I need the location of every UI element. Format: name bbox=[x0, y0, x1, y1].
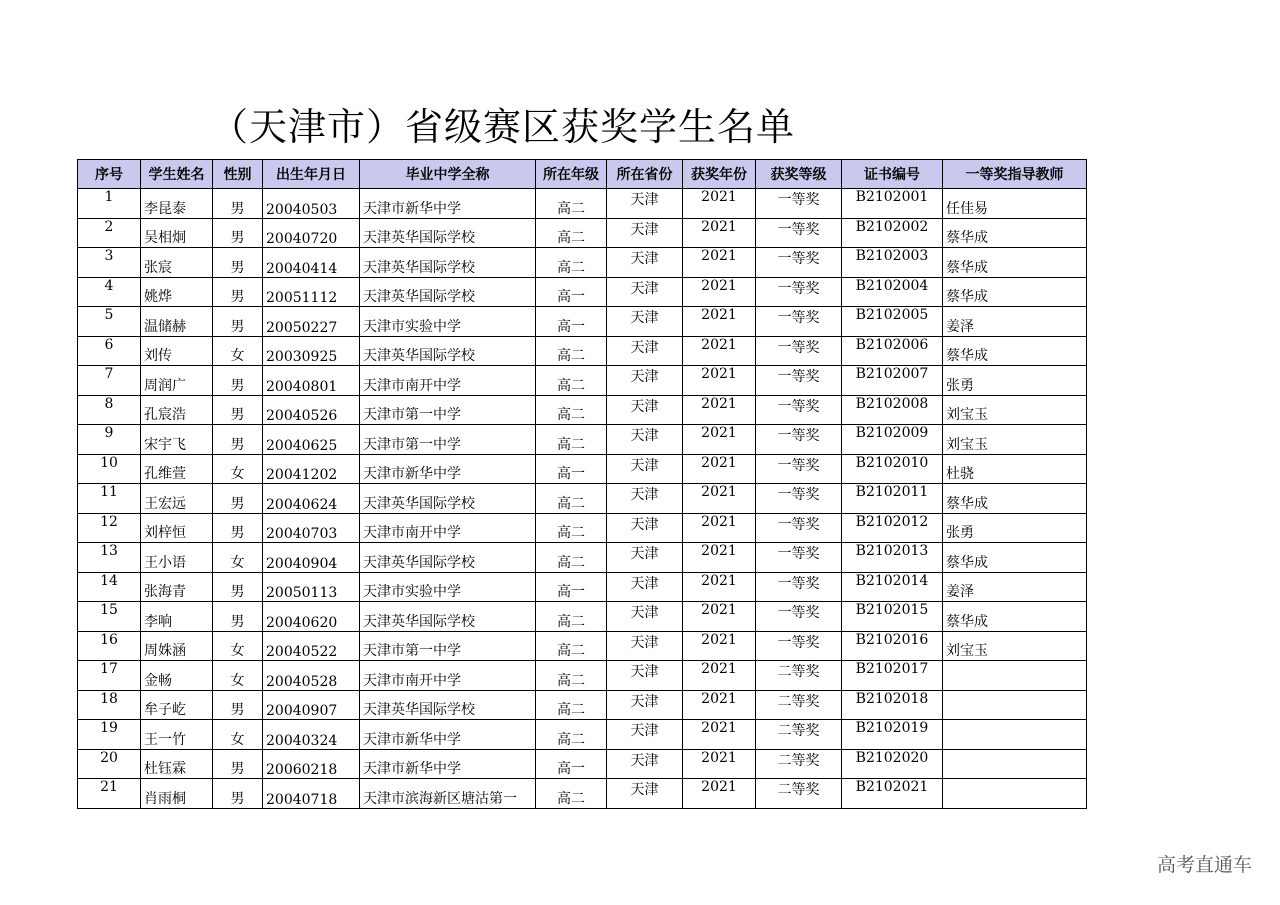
watermark: 高考直通车 bbox=[1156, 854, 1252, 876]
cell-index: 7 bbox=[78, 366, 141, 396]
cell-student-name: 孔维萱 bbox=[141, 454, 213, 484]
cell-certificate: B2102005 bbox=[842, 307, 943, 337]
cell-province: 天津 bbox=[607, 572, 683, 602]
cell-student-name: 张海青 bbox=[141, 572, 213, 602]
cell-gender: 男 bbox=[213, 425, 263, 455]
col-header-province: 所在省份 bbox=[607, 160, 683, 189]
cell-certificate: B2102018 bbox=[842, 690, 943, 720]
cell-year: 2021 bbox=[683, 661, 756, 691]
cell-grade: 高一 bbox=[536, 277, 607, 307]
cell-certificate: B2102004 bbox=[842, 277, 943, 307]
cell-year: 2021 bbox=[683, 218, 756, 248]
cell-grade: 高二 bbox=[536, 484, 607, 514]
table-row bbox=[78, 189, 1087, 219]
cell-student-name: 牟子屹 bbox=[141, 690, 213, 720]
cell-grade: 高二 bbox=[536, 218, 607, 248]
cell-index: 21 bbox=[78, 779, 141, 809]
cell-award-level: 一等奖 bbox=[756, 454, 842, 484]
cell-advisor: 张勇 bbox=[943, 513, 1087, 543]
cell-province: 天津 bbox=[607, 690, 683, 720]
cell-school: 天津市实验中学 bbox=[360, 572, 536, 602]
cell-birthdate: 20050227 bbox=[263, 307, 360, 337]
table-row bbox=[78, 513, 1087, 543]
cell-year: 2021 bbox=[683, 484, 756, 514]
table-row bbox=[78, 602, 1087, 632]
cell-award-level: 二等奖 bbox=[756, 720, 842, 750]
col-header-school: 毕业中学全称 bbox=[360, 160, 536, 189]
cell-school: 天津英华国际学校 bbox=[360, 543, 536, 573]
cell-award-level: 二等奖 bbox=[756, 690, 842, 720]
cell-school: 天津市滨海新区塘沽第一 bbox=[360, 779, 536, 809]
col-header-name: 学生姓名 bbox=[141, 160, 213, 189]
cell-student-name: 宋宇飞 bbox=[141, 425, 213, 455]
cell-school: 天津英华国际学校 bbox=[360, 336, 536, 366]
cell-award-level: 一等奖 bbox=[756, 543, 842, 573]
cell-grade: 高二 bbox=[536, 543, 607, 573]
cell-certificate: B2102015 bbox=[842, 602, 943, 632]
cell-school: 天津市南开中学 bbox=[360, 513, 536, 543]
cell-province: 天津 bbox=[607, 749, 683, 779]
cell-index: 2 bbox=[78, 218, 141, 248]
cell-birthdate: 20040528 bbox=[263, 661, 360, 691]
cell-school: 天津市南开中学 bbox=[360, 661, 536, 691]
cell-advisor: 刘宝玉 bbox=[943, 631, 1087, 661]
cell-certificate: B2102007 bbox=[842, 366, 943, 396]
cell-birthdate: 20060218 bbox=[263, 749, 360, 779]
table-row bbox=[78, 218, 1087, 248]
table-row bbox=[78, 749, 1087, 779]
cell-student-name: 孔宸浩 bbox=[141, 395, 213, 425]
cell-student-name: 周润广 bbox=[141, 366, 213, 396]
cell-grade: 高二 bbox=[536, 336, 607, 366]
cell-student-name: 温储赫 bbox=[141, 307, 213, 337]
col-header-grade: 所在年级 bbox=[536, 160, 607, 189]
cell-advisor: 姜泽 bbox=[943, 307, 1087, 337]
cell-award-level: 一等奖 bbox=[756, 631, 842, 661]
cell-advisor: 蔡华成 bbox=[943, 248, 1087, 278]
cell-advisor bbox=[943, 720, 1087, 750]
cell-advisor: 刘宝玉 bbox=[943, 425, 1087, 455]
cell-grade: 高二 bbox=[536, 631, 607, 661]
cell-birthdate: 20040720 bbox=[263, 218, 360, 248]
table-row bbox=[78, 307, 1087, 337]
cell-student-name: 金畅 bbox=[141, 661, 213, 691]
col-header-year: 获奖年份 bbox=[683, 160, 756, 189]
cell-advisor: 杜骁 bbox=[943, 454, 1087, 484]
table-row bbox=[78, 366, 1087, 396]
cell-certificate: B2102003 bbox=[842, 248, 943, 278]
cell-index: 6 bbox=[78, 336, 141, 366]
cell-birthdate: 20040503 bbox=[263, 189, 360, 219]
cell-school: 天津市南开中学 bbox=[360, 366, 536, 396]
cell-gender: 男 bbox=[213, 572, 263, 602]
cell-province: 天津 bbox=[607, 189, 683, 219]
cell-year: 2021 bbox=[683, 336, 756, 366]
cell-award-level: 一等奖 bbox=[756, 513, 842, 543]
cell-advisor: 张勇 bbox=[943, 366, 1087, 396]
cell-index: 19 bbox=[78, 720, 141, 750]
cell-student-name: 周姝涵 bbox=[141, 631, 213, 661]
cell-gender: 女 bbox=[213, 720, 263, 750]
cell-index: 11 bbox=[78, 484, 141, 514]
cell-award-level: 一等奖 bbox=[756, 425, 842, 455]
cell-birthdate: 20040703 bbox=[263, 513, 360, 543]
cell-gender: 女 bbox=[213, 543, 263, 573]
cell-province: 天津 bbox=[607, 602, 683, 632]
cell-award-level: 一等奖 bbox=[756, 307, 842, 337]
cell-school: 天津市新华中学 bbox=[360, 749, 536, 779]
cell-award-level: 二等奖 bbox=[756, 779, 842, 809]
cell-birthdate: 20050113 bbox=[263, 572, 360, 602]
table-row bbox=[78, 543, 1087, 573]
award-roster-table bbox=[77, 159, 1087, 809]
cell-birthdate: 20040625 bbox=[263, 425, 360, 455]
cell-student-name: 王小语 bbox=[141, 543, 213, 573]
cell-student-name: 姚烨 bbox=[141, 277, 213, 307]
cell-certificate: B2102014 bbox=[842, 572, 943, 602]
cell-index: 4 bbox=[78, 277, 141, 307]
cell-student-name: 李响 bbox=[141, 602, 213, 632]
col-header-birthdate: 出生年月日 bbox=[263, 160, 360, 189]
cell-school: 天津英华国际学校 bbox=[360, 277, 536, 307]
cell-student-name: 刘梓恒 bbox=[141, 513, 213, 543]
cell-school: 天津市新华中学 bbox=[360, 189, 536, 219]
cell-birthdate: 20040904 bbox=[263, 543, 360, 573]
cell-grade: 高二 bbox=[536, 661, 607, 691]
cell-year: 2021 bbox=[683, 749, 756, 779]
cell-student-name: 王宏远 bbox=[141, 484, 213, 514]
cell-year: 2021 bbox=[683, 720, 756, 750]
table-row bbox=[78, 454, 1087, 484]
cell-advisor: 蔡华成 bbox=[943, 484, 1087, 514]
cell-province: 天津 bbox=[607, 425, 683, 455]
cell-year: 2021 bbox=[683, 779, 756, 809]
cell-grade: 高一 bbox=[536, 572, 607, 602]
cell-certificate: B2102016 bbox=[842, 631, 943, 661]
cell-school: 天津市实验中学 bbox=[360, 307, 536, 337]
cell-province: 天津 bbox=[607, 720, 683, 750]
cell-school: 天津英华国际学校 bbox=[360, 218, 536, 248]
cell-advisor: 蔡华成 bbox=[943, 218, 1087, 248]
cell-gender: 男 bbox=[213, 690, 263, 720]
cell-province: 天津 bbox=[607, 631, 683, 661]
cell-birthdate: 20040624 bbox=[263, 484, 360, 514]
col-header-gender: 性别 bbox=[213, 160, 263, 189]
cell-award-level: 一等奖 bbox=[756, 218, 842, 248]
cell-certificate: B2102001 bbox=[842, 189, 943, 219]
cell-index: 17 bbox=[78, 661, 141, 691]
cell-student-name: 李昆泰 bbox=[141, 189, 213, 219]
table-row bbox=[78, 484, 1087, 514]
cell-index: 14 bbox=[78, 572, 141, 602]
cell-birthdate: 20040522 bbox=[263, 631, 360, 661]
cell-award-level: 一等奖 bbox=[756, 366, 842, 396]
cell-province: 天津 bbox=[607, 248, 683, 278]
cell-advisor bbox=[943, 661, 1087, 691]
cell-grade: 高二 bbox=[536, 720, 607, 750]
cell-birthdate: 20041202 bbox=[263, 454, 360, 484]
cell-certificate: B2102021 bbox=[842, 779, 943, 809]
cell-index: 12 bbox=[78, 513, 141, 543]
table-row bbox=[78, 779, 1087, 809]
table-row bbox=[78, 277, 1087, 307]
page-title: （天津市）省级赛区获奖学生名单 bbox=[210, 105, 796, 149]
cell-gender: 男 bbox=[213, 218, 263, 248]
cell-gender: 男 bbox=[213, 484, 263, 514]
cell-province: 天津 bbox=[607, 218, 683, 248]
cell-gender: 女 bbox=[213, 661, 263, 691]
cell-grade: 高二 bbox=[536, 425, 607, 455]
cell-year: 2021 bbox=[683, 454, 756, 484]
cell-grade: 高二 bbox=[536, 189, 607, 219]
cell-grade: 高二 bbox=[536, 602, 607, 632]
cell-birthdate: 20040526 bbox=[263, 395, 360, 425]
cell-gender: 男 bbox=[213, 395, 263, 425]
col-header-award-level: 获奖等级 bbox=[756, 160, 842, 189]
cell-school: 天津英华国际学校 bbox=[360, 690, 536, 720]
cell-certificate: B2102017 bbox=[842, 661, 943, 691]
cell-birthdate: 20040414 bbox=[263, 248, 360, 278]
cell-birthdate: 20040907 bbox=[263, 690, 360, 720]
cell-index: 1 bbox=[78, 189, 141, 219]
cell-year: 2021 bbox=[683, 690, 756, 720]
table-row bbox=[78, 425, 1087, 455]
cell-province: 天津 bbox=[607, 543, 683, 573]
cell-certificate: B2102012 bbox=[842, 513, 943, 543]
cell-grade: 高一 bbox=[536, 307, 607, 337]
col-header-certificate: 证书编号 bbox=[842, 160, 943, 189]
cell-advisor bbox=[943, 690, 1087, 720]
cell-province: 天津 bbox=[607, 336, 683, 366]
cell-province: 天津 bbox=[607, 484, 683, 514]
cell-gender: 男 bbox=[213, 366, 263, 396]
cell-gender: 男 bbox=[213, 602, 263, 632]
cell-year: 2021 bbox=[683, 602, 756, 632]
cell-gender: 男 bbox=[213, 307, 263, 337]
cell-student-name: 刘传 bbox=[141, 336, 213, 366]
cell-year: 2021 bbox=[683, 543, 756, 573]
cell-student-name: 王一竹 bbox=[141, 720, 213, 750]
cell-award-level: 一等奖 bbox=[756, 189, 842, 219]
cell-award-level: 一等奖 bbox=[756, 395, 842, 425]
cell-gender: 女 bbox=[213, 454, 263, 484]
cell-award-level: 一等奖 bbox=[756, 248, 842, 278]
table-row bbox=[78, 720, 1087, 750]
cell-grade: 高一 bbox=[536, 454, 607, 484]
cell-birthdate: 20040801 bbox=[263, 366, 360, 396]
cell-grade: 高二 bbox=[536, 690, 607, 720]
cell-province: 天津 bbox=[607, 307, 683, 337]
cell-birthdate: 20040620 bbox=[263, 602, 360, 632]
table-row bbox=[78, 336, 1087, 366]
cell-certificate: B2102009 bbox=[842, 425, 943, 455]
cell-school: 天津市新华中学 bbox=[360, 720, 536, 750]
table-row bbox=[78, 690, 1087, 720]
cell-advisor bbox=[943, 749, 1087, 779]
cell-index: 20 bbox=[78, 749, 141, 779]
cell-advisor: 蔡华成 bbox=[943, 336, 1087, 366]
cell-school: 天津英华国际学校 bbox=[360, 248, 536, 278]
cell-index: 18 bbox=[78, 690, 141, 720]
table-body bbox=[78, 189, 1087, 809]
cell-gender: 男 bbox=[213, 749, 263, 779]
cell-student-name: 杜钰霖 bbox=[141, 749, 213, 779]
cell-gender: 男 bbox=[213, 779, 263, 809]
cell-province: 天津 bbox=[607, 513, 683, 543]
cell-province: 天津 bbox=[607, 779, 683, 809]
cell-year: 2021 bbox=[683, 631, 756, 661]
cell-year: 2021 bbox=[683, 277, 756, 307]
cell-advisor bbox=[943, 779, 1087, 809]
cell-index: 10 bbox=[78, 454, 141, 484]
cell-student-name: 肖雨桐 bbox=[141, 779, 213, 809]
header-row bbox=[78, 160, 1087, 189]
cell-gender: 女 bbox=[213, 336, 263, 366]
cell-index: 13 bbox=[78, 543, 141, 573]
cell-index: 16 bbox=[78, 631, 141, 661]
cell-index: 8 bbox=[78, 395, 141, 425]
cell-grade: 高二 bbox=[536, 395, 607, 425]
cell-award-level: 二等奖 bbox=[756, 661, 842, 691]
cell-grade: 高二 bbox=[536, 248, 607, 278]
cell-school: 天津英华国际学校 bbox=[360, 602, 536, 632]
cell-birthdate: 20040324 bbox=[263, 720, 360, 750]
cell-province: 天津 bbox=[607, 395, 683, 425]
cell-grade: 高二 bbox=[536, 366, 607, 396]
cell-certificate: B2102002 bbox=[842, 218, 943, 248]
cell-year: 2021 bbox=[683, 425, 756, 455]
cell-school: 天津市新华中学 bbox=[360, 454, 536, 484]
cell-index: 15 bbox=[78, 602, 141, 632]
cell-gender: 男 bbox=[213, 277, 263, 307]
cell-year: 2021 bbox=[683, 307, 756, 337]
cell-index: 3 bbox=[78, 248, 141, 278]
cell-award-level: 一等奖 bbox=[756, 572, 842, 602]
cell-advisor: 蔡华成 bbox=[943, 602, 1087, 632]
cell-gender: 男 bbox=[213, 513, 263, 543]
cell-award-level: 一等奖 bbox=[756, 336, 842, 366]
cell-advisor: 任佳易 bbox=[943, 189, 1087, 219]
cell-year: 2021 bbox=[683, 189, 756, 219]
cell-school: 天津英华国际学校 bbox=[360, 484, 536, 514]
cell-province: 天津 bbox=[607, 661, 683, 691]
cell-grade: 高二 bbox=[536, 779, 607, 809]
cell-year: 2021 bbox=[683, 572, 756, 602]
cell-gender: 女 bbox=[213, 631, 263, 661]
table-row bbox=[78, 631, 1087, 661]
cell-certificate: B2102010 bbox=[842, 454, 943, 484]
cell-grade: 高一 bbox=[536, 749, 607, 779]
cell-advisor: 姜泽 bbox=[943, 572, 1087, 602]
cell-school: 天津市第一中学 bbox=[360, 631, 536, 661]
table-row bbox=[78, 661, 1087, 691]
cell-birthdate: 20040718 bbox=[263, 779, 360, 809]
cell-year: 2021 bbox=[683, 395, 756, 425]
cell-advisor: 蔡华成 bbox=[943, 543, 1087, 573]
cell-certificate: B2102011 bbox=[842, 484, 943, 514]
cell-gender: 男 bbox=[213, 189, 263, 219]
cell-certificate: B2102008 bbox=[842, 395, 943, 425]
table-row bbox=[78, 572, 1087, 602]
col-header-index: 序号 bbox=[78, 160, 141, 189]
cell-award-level: 二等奖 bbox=[756, 749, 842, 779]
cell-year: 2021 bbox=[683, 513, 756, 543]
cell-year: 2021 bbox=[683, 248, 756, 278]
table-row bbox=[78, 395, 1087, 425]
cell-grade: 高二 bbox=[536, 513, 607, 543]
cell-year: 2021 bbox=[683, 366, 756, 396]
cell-certificate: B2102013 bbox=[842, 543, 943, 573]
cell-province: 天津 bbox=[607, 454, 683, 484]
cell-province: 天津 bbox=[607, 277, 683, 307]
cell-certificate: B2102006 bbox=[842, 336, 943, 366]
cell-advisor: 蔡华成 bbox=[943, 277, 1087, 307]
cell-school: 天津市第一中学 bbox=[360, 395, 536, 425]
cell-student-name: 张宸 bbox=[141, 248, 213, 278]
cell-award-level: 一等奖 bbox=[756, 484, 842, 514]
cell-index: 9 bbox=[78, 425, 141, 455]
cell-gender: 男 bbox=[213, 248, 263, 278]
cell-student-name: 吴相炯 bbox=[141, 218, 213, 248]
cell-award-level: 一等奖 bbox=[756, 277, 842, 307]
cell-school: 天津市第一中学 bbox=[360, 425, 536, 455]
col-header-advisor: 一等奖指导教师 bbox=[943, 160, 1087, 189]
cell-index: 5 bbox=[78, 307, 141, 337]
cell-province: 天津 bbox=[607, 366, 683, 396]
cell-certificate: B2102020 bbox=[842, 749, 943, 779]
cell-certificate: B2102019 bbox=[842, 720, 943, 750]
cell-birthdate: 20051112 bbox=[263, 277, 360, 307]
cell-birthdate: 20030925 bbox=[263, 336, 360, 366]
cell-award-level: 一等奖 bbox=[756, 602, 842, 632]
cell-advisor: 刘宝玉 bbox=[943, 395, 1087, 425]
table-row bbox=[78, 248, 1087, 278]
